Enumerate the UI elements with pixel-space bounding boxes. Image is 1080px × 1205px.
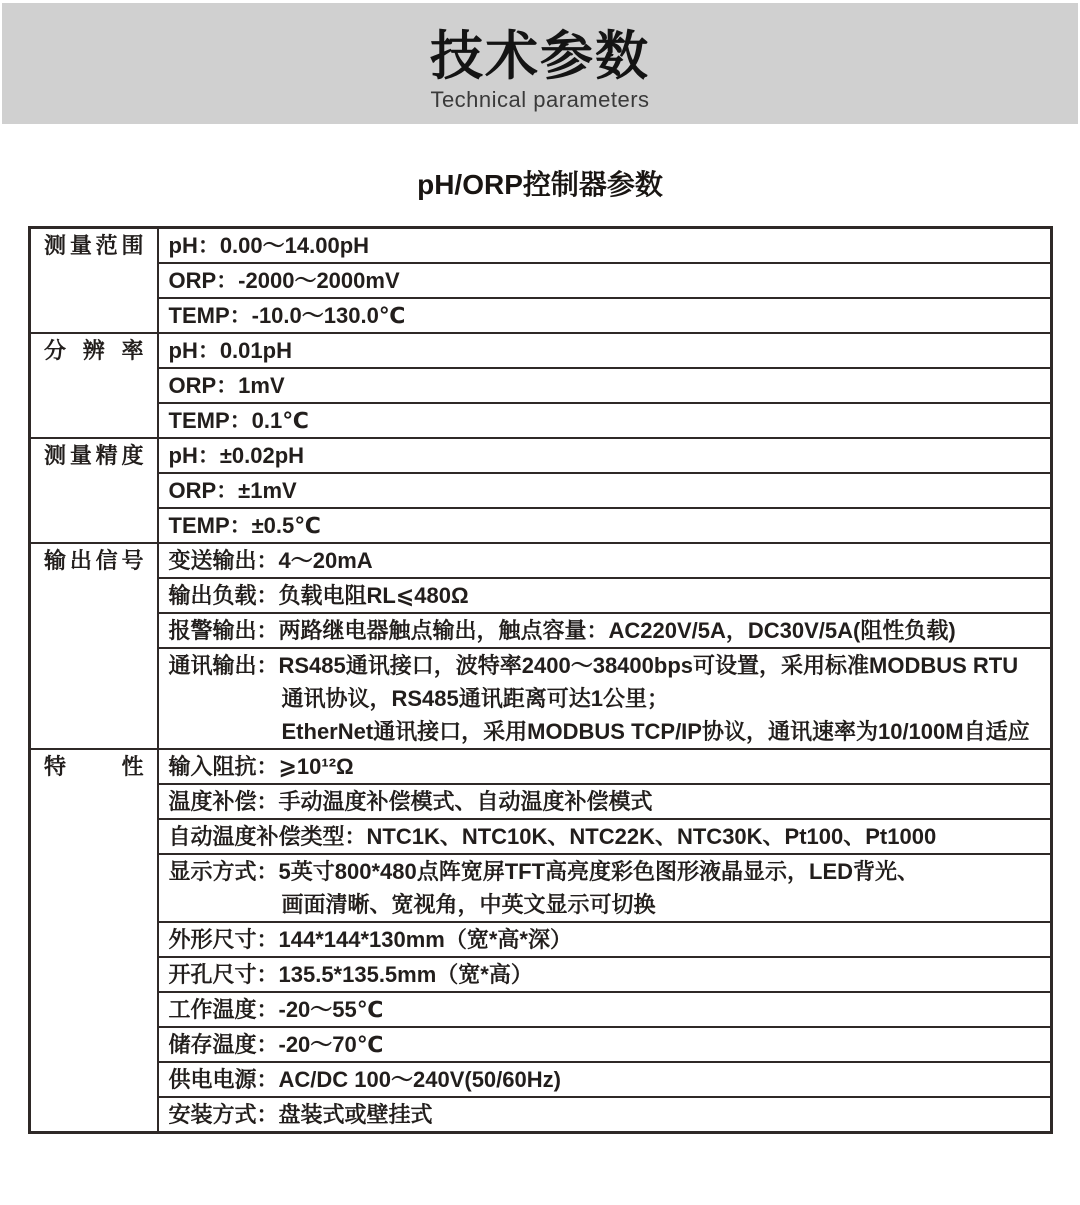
table-row xyxy=(30,957,1052,992)
value-comm-output xyxy=(158,648,1052,749)
value-resolution-orp: ORP：1mV xyxy=(158,368,1052,403)
value-panel-cutout: 开孔尺寸：135.5*135.5mm（宽*高） xyxy=(158,957,1052,992)
table-row xyxy=(30,473,1052,508)
table-row xyxy=(30,749,1052,784)
value-auto-temp-comp-types: 自动温度补偿类型：NTC1K、NTC10K、NTC22K、NTC30K、Pt100、Pt1000 xyxy=(158,819,1052,854)
category-output-signal xyxy=(30,543,158,749)
display-mode-line-2: 画面清晰、宽视角，中英文显示可切换 xyxy=(281,892,656,917)
category-accuracy xyxy=(30,438,158,543)
table-row xyxy=(30,438,1052,473)
table-row xyxy=(30,1062,1052,1097)
table-row xyxy=(30,854,1052,922)
value-resolution-ph: pH：0.01pH xyxy=(158,333,1052,368)
value-power-supply: 供电电源：AC/DC 100～240V(50/60Hz) xyxy=(158,1062,1052,1097)
value-storage-temp: 储存温度：-20～70℃ xyxy=(158,1027,1052,1062)
value-display-mode xyxy=(158,854,1052,922)
value-temp-compensation: 温度补偿：手动温度补偿模式、自动温度补偿模式 xyxy=(158,784,1052,819)
table-row xyxy=(30,648,1052,749)
value-measuring-range-orp: ORP：-2000～2000mV xyxy=(158,263,1052,298)
table-row xyxy=(30,784,1052,819)
category-label: 特性 xyxy=(44,754,144,779)
category-label: 分辨率 xyxy=(44,338,144,363)
page-subtitle: Technical parameters xyxy=(430,86,650,112)
table-row xyxy=(30,508,1052,543)
table-row xyxy=(30,368,1052,403)
value-accuracy-orp: ORP：±1mV xyxy=(158,473,1052,508)
value-input-impedance: 输入阻抗：⩾10¹²Ω xyxy=(158,749,1052,784)
value-mounting: 安装方式：盘装式或壁挂式 xyxy=(158,1097,1052,1133)
table-row xyxy=(30,992,1052,1027)
value-alarm-output: 报警输出：两路继电器触点输出，触点容量：AC220V/5A，DC30V/5A(阻性负载) xyxy=(158,613,1052,648)
table-row xyxy=(30,333,1052,368)
section-title: pH/ORP控制器参数 xyxy=(417,169,663,200)
category-label: 测量精度 xyxy=(44,443,144,468)
table-row xyxy=(30,819,1052,854)
table-row xyxy=(30,298,1052,333)
value-measuring-range-temp: TEMP：-10.0～130.0℃ xyxy=(158,298,1052,333)
value-working-temp: 工作温度：-20～55℃ xyxy=(158,992,1052,1027)
category-label: 输出信号 xyxy=(44,548,144,573)
comm-output-line-1: 通讯输出：RS485通讯接口，波特率2400～38400bps可设置，采用标准MODBUS RTU xyxy=(168,653,1019,678)
display-mode-line-1: 显示方式：5英寸800*480点阵宽屏TFT高亮度彩色图形液晶显示，LED背光、 xyxy=(168,859,920,884)
page-title: 技术参数 xyxy=(430,27,650,86)
category-measuring-range xyxy=(30,228,158,334)
table-row xyxy=(30,1027,1052,1062)
table-row xyxy=(30,613,1052,648)
category-features xyxy=(30,749,158,1133)
comm-output-line-2: 通讯协议，RS485通讯距离可达1公里； xyxy=(281,686,670,711)
table-row xyxy=(30,403,1052,438)
table-row xyxy=(30,922,1052,957)
header-band xyxy=(2,3,1078,124)
table-row xyxy=(30,263,1052,298)
value-transmitter-output: 变送输出：4～20mA xyxy=(158,543,1052,578)
page-root xyxy=(0,3,1080,1134)
table-row xyxy=(30,1097,1052,1133)
table-row xyxy=(30,543,1052,578)
value-accuracy-ph: pH：±0.02pH xyxy=(158,438,1052,473)
table-row xyxy=(30,228,1052,264)
spec-table xyxy=(28,226,1053,1134)
value-accuracy-temp: TEMP：±0.5℃ xyxy=(158,508,1052,543)
category-resolution xyxy=(30,333,158,438)
value-dimensions: 外形尺寸：144*144*130mm（宽*高*深） xyxy=(158,922,1052,957)
value-measuring-range-ph: pH：0.00～14.00pH xyxy=(158,228,1052,264)
comm-output-line-3: EtherNet通讯接口，采用MODBUS TCP/IP协议，通讯速率为10/100M自适应 xyxy=(281,719,1030,744)
value-output-load: 输出负载：负载电阻RL⩽480Ω xyxy=(158,578,1052,613)
category-label: 测量范围 xyxy=(44,233,144,258)
value-resolution-temp: TEMP：0.1℃ xyxy=(158,403,1052,438)
table-row xyxy=(30,578,1052,613)
